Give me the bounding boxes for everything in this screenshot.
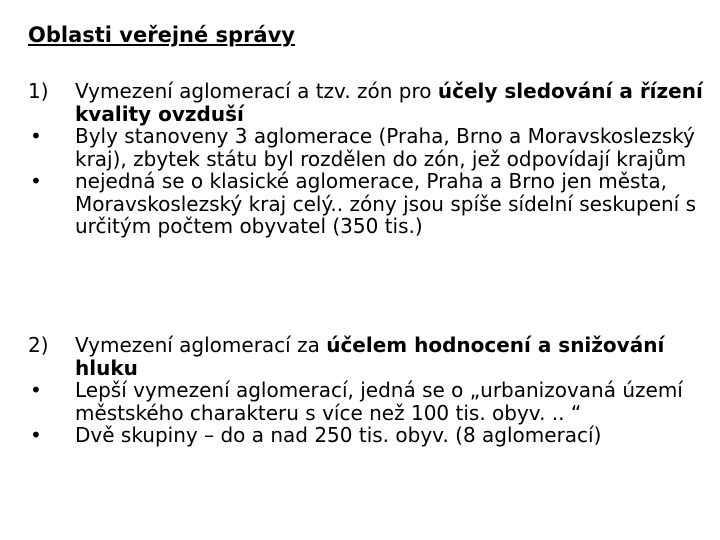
list-item bbox=[28, 170, 708, 238]
bullet-icon: • bbox=[30, 169, 42, 193]
section-2-bullet-2: Dvě skupiny – do a nad 250 tis. obyv. (8 aglomerací) bbox=[75, 423, 602, 447]
section-2-bullet-1: Lepší vymezení aglomerací, jedná se o „urbanizovaná území městského charakteru s více než 100 tis. obyv. .. “ bbox=[75, 378, 683, 425]
list-item bbox=[28, 379, 708, 424]
section-2-number: 2) bbox=[28, 333, 49, 357]
section-2 bbox=[28, 334, 708, 447]
section-2-heading-text bbox=[75, 334, 708, 379]
bullet-icon: • bbox=[30, 378, 42, 402]
section-1-heading-normal: Vymezení aglomerací a tzv. zón pro bbox=[75, 79, 438, 103]
section-1-number: 1) bbox=[28, 79, 49, 103]
bullet-icon: • bbox=[30, 423, 42, 447]
section-2-heading-bold: účelem hodnocení a snižování hluku bbox=[75, 333, 665, 380]
list-item bbox=[28, 125, 708, 170]
section-2-heading bbox=[28, 334, 708, 379]
section-1-bullet-2: nejedná se o klasické aglomerace, Praha a Brno jen města, Moravskoslezský kraj celý.. zóny jsou spíše sídelní seskupení s určitým počtem obyvatel (350 tis.) bbox=[75, 169, 697, 238]
section-1-heading bbox=[28, 80, 708, 125]
section-1-heading-text bbox=[75, 80, 708, 125]
section-2-heading-normal: Vymezení aglomerací za bbox=[75, 333, 327, 357]
bullet-icon: • bbox=[30, 124, 42, 148]
slide-title: Oblasti veřejné správy bbox=[28, 23, 295, 47]
section-1-bullet-1: Byly stanoveny 3 aglomerace (Praha, Brno a Moravskoslezský kraj), zbytek státu byl rozdělen do zón, jež odpovídají krajům bbox=[75, 124, 695, 171]
section-1-heading-bold: účely sledování a řízení kvality ovzduší bbox=[75, 79, 703, 126]
section-1 bbox=[28, 80, 708, 238]
list-item bbox=[28, 424, 708, 447]
